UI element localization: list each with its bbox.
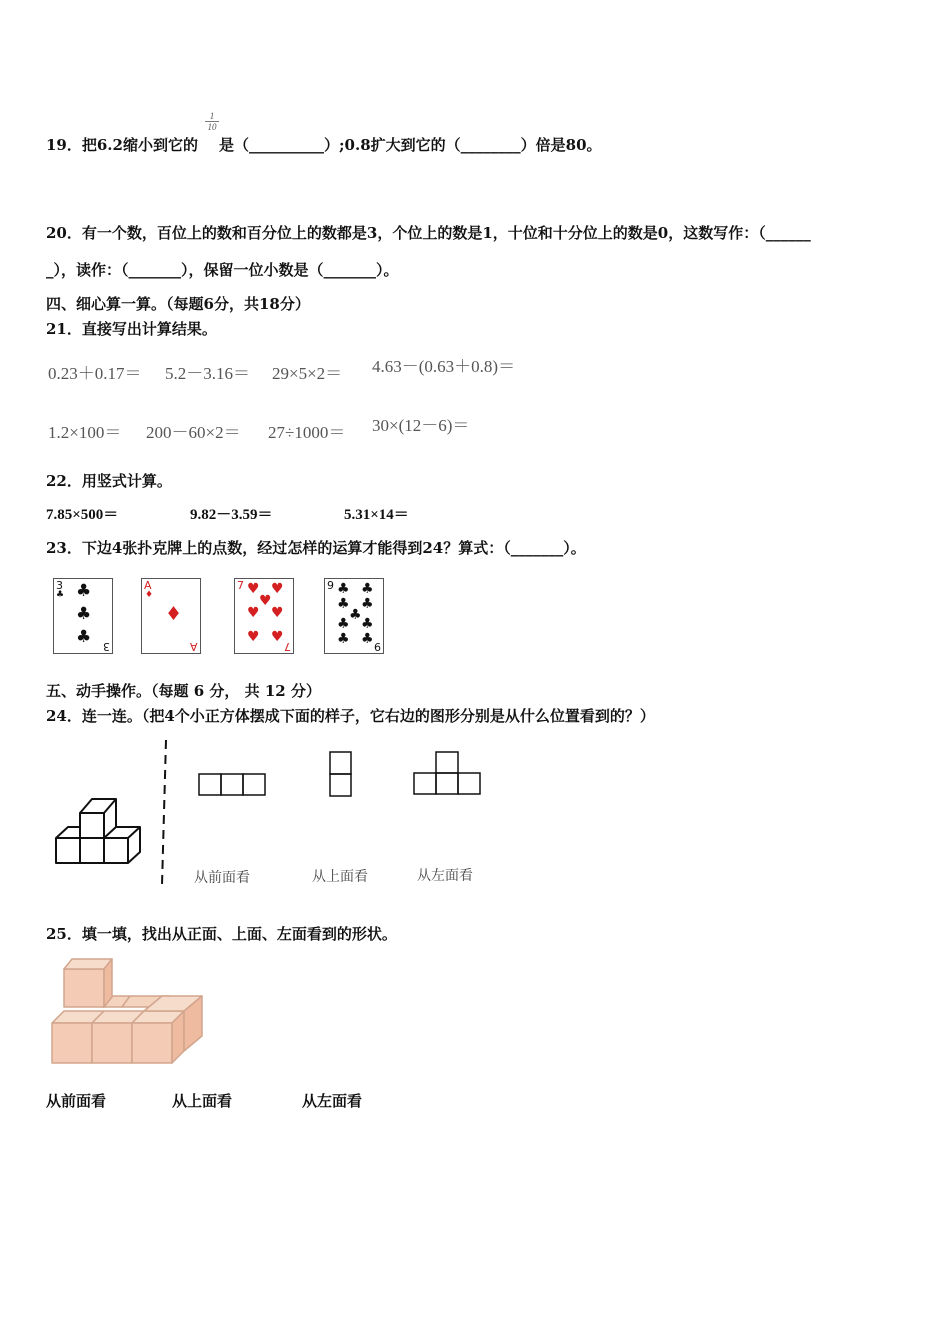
q22-item-2: 9.82－3.59＝	[190, 507, 273, 523]
diamond-icon: ♦	[165, 603, 183, 625]
club-icon: ♣	[361, 616, 374, 632]
q22-item-1: 7.85×500＝	[46, 507, 119, 523]
q21-expr-2: 5.2－3.16＝	[165, 364, 250, 383]
card-rank: A	[190, 640, 198, 653]
heart-icon: ♥	[271, 629, 284, 645]
fraction-numerator: 1	[209, 111, 215, 121]
club-icon: ♣	[76, 581, 92, 601]
q21-expr-7: 27÷1000＝	[268, 423, 346, 442]
card-rank: 9	[374, 640, 381, 653]
card-rank: 3	[103, 640, 110, 653]
heart-icon: ♥	[271, 581, 284, 597]
card-rank: 9	[327, 579, 334, 592]
club-icon: ♣	[76, 604, 92, 624]
q24-label-top: 从上面看	[312, 869, 368, 885]
fraction-denominator: 10	[205, 121, 219, 132]
playing-card-3-clubs	[53, 578, 113, 654]
q20-line1: 20．有一个数，百位上的数和百分位上的数都是3，个位上的数是1，十位和十分位上的数是0，这数写作：（______	[46, 224, 811, 242]
card-rank: 7	[284, 640, 291, 653]
q25-title: 25．填一填，找出从正面、上面、左面看到的形状。	[46, 925, 397, 943]
heart-icon: ♥	[271, 605, 284, 621]
club-icon: ♣	[361, 631, 374, 647]
club-icon: ♣	[361, 596, 374, 612]
heart-icon: ♥	[259, 593, 272, 609]
q23-title: 23．下边4张扑克牌上的点数，经过怎样的运算才能得到24？算式：（_______）。	[46, 539, 586, 557]
q24-title: 24．连一连。（把4个小正方体摆成下面的样子，它右边的图形分别是从什么位置看到的？）	[46, 707, 655, 725]
q19-fraction	[205, 111, 219, 132]
q22-item-3: 5.31×14＝	[344, 507, 409, 523]
club-icon: ♣	[337, 581, 350, 597]
club-icon: ♣	[337, 631, 350, 647]
card-rank: 3	[56, 579, 63, 592]
club-icon: ♣	[361, 581, 374, 597]
heart-icon: ♥	[247, 605, 260, 621]
playing-card-9-clubs	[324, 578, 384, 654]
cube-stack-drawing	[56, 799, 140, 863]
card-rank: 7	[237, 579, 244, 592]
q21-expr-3: 29×5×2＝	[272, 364, 343, 383]
q19-pre: 19．把6.2缩小到它的	[46, 136, 198, 154]
q21-expr-4: 4.63－(0.63＋0.8)＝	[372, 357, 516, 376]
section5-heading: 五、动手操作。（每题 6 分， 共 12 分）	[46, 682, 321, 700]
q25-label-top: 从上面看	[172, 1092, 233, 1110]
q21-expr-8: 30×(12－6)＝	[372, 416, 470, 435]
card-rank: A	[144, 579, 152, 592]
club-icon: ♣	[337, 596, 350, 612]
q25-label-left: 从左面看	[302, 1092, 363, 1110]
q25-label-front: 从前面看	[46, 1092, 107, 1110]
club-icon: ♣	[337, 616, 350, 632]
heart-icon: ♥	[247, 581, 260, 597]
q24-label-front: 从前面看	[194, 870, 250, 886]
q21-expr-5: 1.2×100＝	[48, 423, 122, 442]
club-icon: ♣	[349, 607, 362, 623]
q20-line2: _），读作：（_______），保留一位小数是（_______）。	[46, 261, 399, 279]
playing-card-7-hearts	[234, 578, 294, 654]
q22-title: 22．用竖式计算。	[46, 472, 172, 490]
q21-title: 21．直接写出计算结果。	[46, 320, 217, 338]
playing-card-ace-diamonds	[141, 578, 201, 654]
view-two-squares-column	[330, 752, 351, 796]
q24-label-left: 从左面看	[417, 868, 473, 884]
q19-post: 是（__________）;0.8扩大到它的（________）倍是80。	[219, 136, 602, 154]
view-t-shape	[414, 752, 480, 794]
section4-heading: 四、细心算一算。（每题6分，共18分）	[46, 295, 310, 313]
heart-icon: ♥	[247, 629, 260, 645]
diamond-icon: ♦	[145, 590, 154, 600]
q25-cube-figure	[46, 955, 216, 1070]
q21-expr-1: 0.23＋0.17＝	[48, 364, 142, 383]
q21-expr-6: 200－60×2＝	[146, 423, 241, 442]
club-icon: ♣	[76, 627, 92, 647]
club-icon: ♣	[56, 590, 65, 600]
view-three-squares-row	[199, 774, 265, 795]
dashed-divider	[162, 740, 166, 885]
